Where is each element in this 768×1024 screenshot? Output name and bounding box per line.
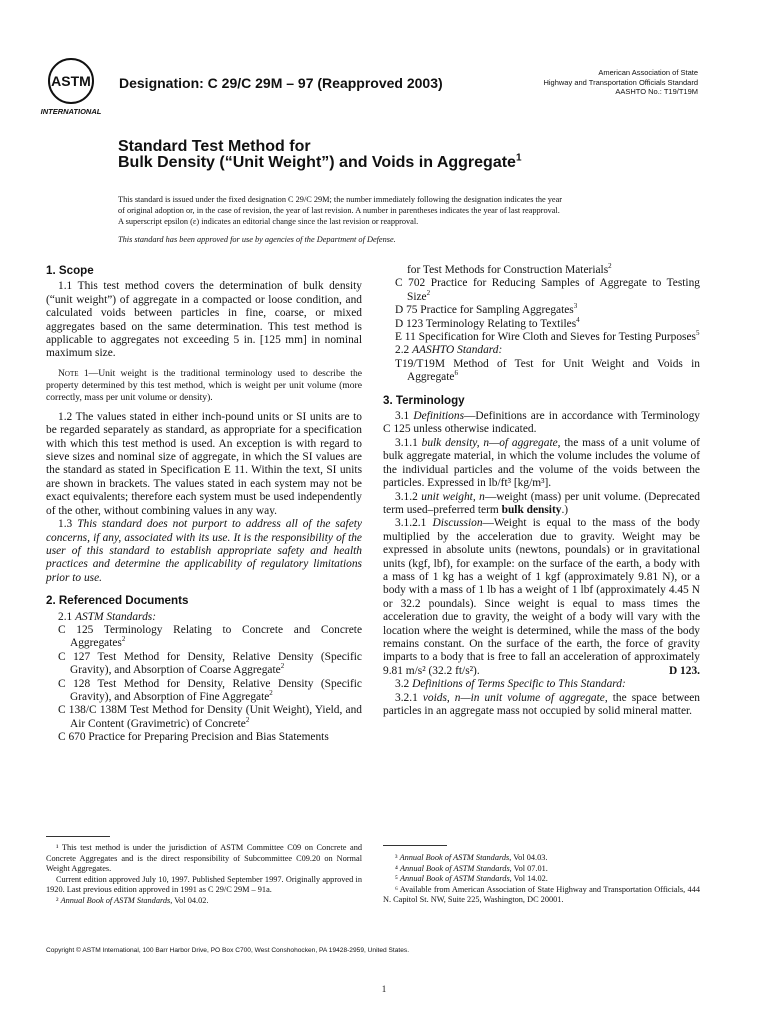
paragraph-number: 3.1 bbox=[395, 410, 414, 423]
reference-footnote-mark: 2 bbox=[608, 262, 612, 271]
footnote-volume: , Vol 07.01. bbox=[509, 863, 548, 873]
title-text: Bulk Density (“Unit Weight”) and Voids in Aggregate bbox=[118, 154, 516, 171]
reference-text: E 11 Specification for Wire Cloth and Sieves for Testing Purposes bbox=[395, 331, 696, 344]
right-column bbox=[383, 264, 700, 718]
footnote-2 bbox=[46, 896, 362, 907]
org-line-3: AASHTO No.: T19/T19M bbox=[615, 87, 698, 96]
paragraph-3-1-2 bbox=[383, 491, 700, 518]
note-1 bbox=[46, 368, 362, 404]
footnote-mark: ⁵ bbox=[395, 874, 400, 884]
dod-approval: This standard has been approved for use by agencies of the Department of Defense. bbox=[118, 235, 396, 244]
title-line-1: Standard Test Method for bbox=[118, 138, 311, 155]
reference-text: T19/T19M Method of Test for Unit Weight and Voids in Aggregate bbox=[395, 357, 700, 384]
footnote-mark: ³ bbox=[395, 853, 400, 862]
reference-text: C 138/C 138M Test Method for Density (Unit Weight), Yield, and Air Content (Gravimetric) of Concrete bbox=[58, 704, 362, 730]
definition-text: , the space between particles in an aggregate mass not occupied by solid mineral matter. bbox=[383, 691, 700, 717]
reference-footnote-mark: 2 bbox=[245, 715, 250, 724]
reference-text: for Test Methods for Construction Materials bbox=[407, 264, 609, 276]
reference-text: C 127 Test Method for Density, Relative Density (Specific Gravity), and Absorption of Coarse Aggregate bbox=[58, 650, 362, 677]
footnotes-right bbox=[383, 853, 700, 906]
reference-item bbox=[395, 315, 700, 331]
paragraph-number: 3.2 bbox=[395, 678, 413, 691]
definition-end: .) bbox=[561, 503, 569, 516]
org-line-2: Highway and Transportation Officials Standard bbox=[543, 77, 698, 87]
footnote-1-edition: Current edition approved July 10, 1997. Published September 1997. Originally approved in 1920. Last previous edition approved in 1991 as C 29/C 29M – 91a. bbox=[46, 874, 362, 895]
reference-footnote-mark: 2 bbox=[121, 635, 126, 644]
subsection-title: Definitions of Terms Specific to This Standard: bbox=[412, 678, 626, 691]
reference-item bbox=[395, 358, 700, 385]
paragraph-2-2 bbox=[383, 344, 700, 357]
reference-item bbox=[58, 678, 362, 705]
paragraph-3-1 bbox=[383, 410, 700, 437]
definition-text: , the mass of a unit volume of bulk aggregate material, in which the volume includes the volume of the individual particles and the volume of the voids between the particles. Expressed in lb/ft³ [kg/m³]. bbox=[383, 436, 700, 490]
paragraph-1-1: 1.1 This test method covers the determination of bulk density (“unit weight”) of aggregate in a compacted or loose condition, and calculated voids between particles in fine, coarse, or mixed aggregates based on the same determination. This test method is applicable to aggregates not exceeding 5 in. [125 mm] in nominal maximum size. bbox=[46, 280, 362, 360]
paragraph-1-3-text: This standard does not purport to address all of the safety concerns, if any, associated with its use. It is the responsibility of the user of this standard to establish appropriate safety and health practices and determine the applicability of regulatory limitations prior to use. bbox=[46, 518, 362, 584]
preamble-line-1: This standard is issued under the fixed designation C 29/C 29M; the number immediately following the designation indicates the year bbox=[118, 195, 563, 204]
definition-text: —Definitions are in accordance with Terminology C 125 unless otherwise indicated. bbox=[383, 410, 700, 436]
scope-heading: 1. Scope bbox=[46, 264, 94, 277]
footnote-source: Annual Book of ASTM Standards bbox=[399, 863, 510, 873]
definition-text: —weight (mass) per unit volume. (Deprecated term used–preferred term bbox=[383, 490, 700, 516]
footnote-volume: , Vol 14.02. bbox=[509, 874, 548, 884]
paragraph-number: 3.2.1 bbox=[395, 691, 423, 704]
note-label: Note bbox=[58, 367, 79, 379]
footnote-source: Annual Book of ASTM Standards bbox=[60, 895, 171, 905]
reference-footnote-mark: 2 bbox=[269, 689, 273, 698]
footnote-mark: ² bbox=[56, 895, 61, 905]
reference-footnote-mark: 3 bbox=[573, 302, 578, 311]
footnote-5 bbox=[383, 874, 700, 885]
discussion-text: —Weight is equal to the mass of the body multiplied by the acceleration due to gravity. Weight may be expressed in absolute units (newtons, poundals) or in gravitational units (kgf, lbf), for example: on the surface of the earth, a body with a mass of 1 kg has a weight of 1 kgf (approximately 9.81 N), or a body with a mass of 1 lb has a weight of 1 lbf (approximately 4.45 N or 32.2 poundals). Since weight is equal to mass times the acceleration due to gravity, the weight of a body will vary with the location where the weight is determined, while the mass of the body remains constant. On the surface of the earth, the force of gravity imparts to a body that is free to fall an acceleration of approximately 9.81 m/s² (32.2 ft/s²). bbox=[383, 517, 701, 677]
referenced-documents-heading: 2. Referenced Documents bbox=[46, 594, 189, 608]
footnote-3 bbox=[383, 853, 700, 864]
reference-item bbox=[395, 331, 700, 344]
aashto-standard-label: AASHTO Standard: bbox=[412, 344, 503, 357]
paragraph-number: 3.1.2.1 bbox=[395, 517, 433, 530]
note-text: 1—Unit weight is the traditional terminology used to describe the property determined by this test method, which is weight per unit volume (more correctly, mass per unit volume or density). bbox=[46, 367, 362, 403]
footnote-6: ⁶ Available from American Association of State Highway and Transportation Officials, 444 N. Capitol St. NW, Suite 225, Washington, DC 20001. bbox=[383, 884, 700, 905]
astm-logo bbox=[33, 55, 113, 117]
paragraph-2-2-number: 2.2 bbox=[395, 344, 413, 357]
term: voids, n—in unit volume of aggregate bbox=[422, 691, 605, 704]
footnote-volume: , Vol 04.03. bbox=[509, 853, 548, 862]
footnote-volume: , Vol 04.02. bbox=[170, 895, 209, 905]
reference-text: C 670 Practice for Preparing Precision and Bias Statements bbox=[58, 731, 329, 744]
preamble bbox=[118, 194, 708, 245]
preferred-term: bulk density bbox=[501, 503, 562, 516]
paragraph-1-3-number: 1.3 bbox=[58, 518, 78, 531]
reference-item bbox=[58, 651, 362, 678]
term: bulk density, n—of aggregate bbox=[421, 436, 558, 449]
title-footnote-mark: 1 bbox=[515, 152, 522, 164]
footnote-4 bbox=[383, 864, 700, 875]
logo-text: INTERNATIONAL bbox=[40, 107, 102, 116]
paragraph-1-2: 1.2 The values stated in either inch-pound units or SI units are to be regarded separately as standard, as appropriate for a specification with which this test method is used. An exception is with regard to sieve sizes and nominal size of aggregate, in which the SI values are the standard as stated in Specification E 11. Within the text, SI units are shown in brackets. The values stated in each system may not be exact equivalents; therefore each system must be used independently of the other, without combining values in any way. bbox=[46, 410, 362, 517]
reference-text: C 128 Test Method for Density, Relative Density (Specific Gravity), and Absorption of Fine Aggregate bbox=[58, 677, 362, 703]
org-line-1: American Association of State bbox=[598, 68, 698, 77]
reference-item bbox=[395, 277, 700, 304]
reference-footnote-mark: 2 bbox=[280, 662, 285, 671]
footnote-source: Annual Book of ASTM Standards bbox=[399, 874, 510, 884]
footnote-rule-left bbox=[46, 836, 110, 837]
astm-standards-label: ASTM Standards: bbox=[75, 610, 156, 623]
reference-continuation bbox=[395, 264, 700, 277]
paragraph-number: 3.1.1 bbox=[395, 436, 422, 449]
paragraph-number: 3.1.2 bbox=[395, 490, 422, 503]
reference-text: C 702 Practice for Reducing Samples of Aggregate to Testing Size bbox=[395, 277, 700, 303]
paragraph-1-3 bbox=[46, 518, 362, 585]
page-number: 1 bbox=[381, 984, 387, 994]
footnote-source: Annual Book of ASTM Standards bbox=[399, 853, 510, 862]
reference-item bbox=[58, 731, 362, 744]
logo-mark: ASTM bbox=[51, 73, 91, 89]
reference-text: D 75 Practice for Sampling Aggregates bbox=[395, 304, 574, 317]
reference-text: D 123 Terminology Relating to Textiles bbox=[395, 317, 577, 330]
aashto-block bbox=[543, 68, 698, 97]
source-reference: D 123. bbox=[668, 664, 700, 677]
footnote-rule-right bbox=[383, 845, 447, 846]
designation: Designation: C 29/C 29M – 97 (Reapproved 2003) bbox=[119, 75, 443, 91]
reference-item bbox=[58, 704, 362, 731]
left-column bbox=[46, 264, 362, 745]
preamble-line-2: of original adoption or, in the case of revision, the year of last revision. A number in parentheses indicates the year of last reapproval. bbox=[118, 206, 560, 215]
reference-footnote-mark: 5 bbox=[695, 329, 700, 338]
paragraph-2-1-number: 2.1 bbox=[58, 610, 76, 623]
term: Definitions bbox=[413, 410, 464, 423]
copyright: Copyright © ASTM International, 100 Barr Harbor Drive, PO Box C700, West Conshohocken, PA 19428-2959, United States. bbox=[46, 947, 410, 954]
reference-footnote-mark: 4 bbox=[576, 315, 580, 324]
terminology-heading: 3. Terminology bbox=[383, 393, 465, 407]
footnote-1: ¹ This test method is under the jurisdiction of ASTM Committee C09 on Concrete and Concrete Aggregates and is the direct responsibility of Subcommittee C09.20 on Normal Weight Aggregates. bbox=[46, 843, 362, 874]
reference-footnote-mark: 2 bbox=[426, 289, 431, 298]
footnote-mark: ⁴ bbox=[395, 863, 400, 873]
reference-item bbox=[58, 624, 362, 651]
term: Discussion bbox=[432, 517, 483, 530]
paragraph-3-2 bbox=[383, 678, 700, 691]
paragraph-3-1-1 bbox=[383, 437, 700, 491]
paragraph-3-2-1 bbox=[383, 692, 700, 719]
paragraph-3-1-2-1 bbox=[383, 517, 700, 678]
reference-footnote-mark: 6 bbox=[454, 369, 458, 378]
term: unit weight, n bbox=[421, 490, 485, 503]
reference-text: C 125 Terminology Relating to Concrete and Concrete Aggregates bbox=[58, 623, 362, 650]
paragraph-2-1 bbox=[46, 611, 362, 624]
reference-item bbox=[395, 304, 700, 317]
footnotes-left bbox=[46, 843, 362, 907]
preamble-line-3: A superscript epsilon (ε) indicates an editorial change since the last revision or reapproval. bbox=[118, 217, 419, 226]
title-line-2 bbox=[118, 154, 522, 172]
